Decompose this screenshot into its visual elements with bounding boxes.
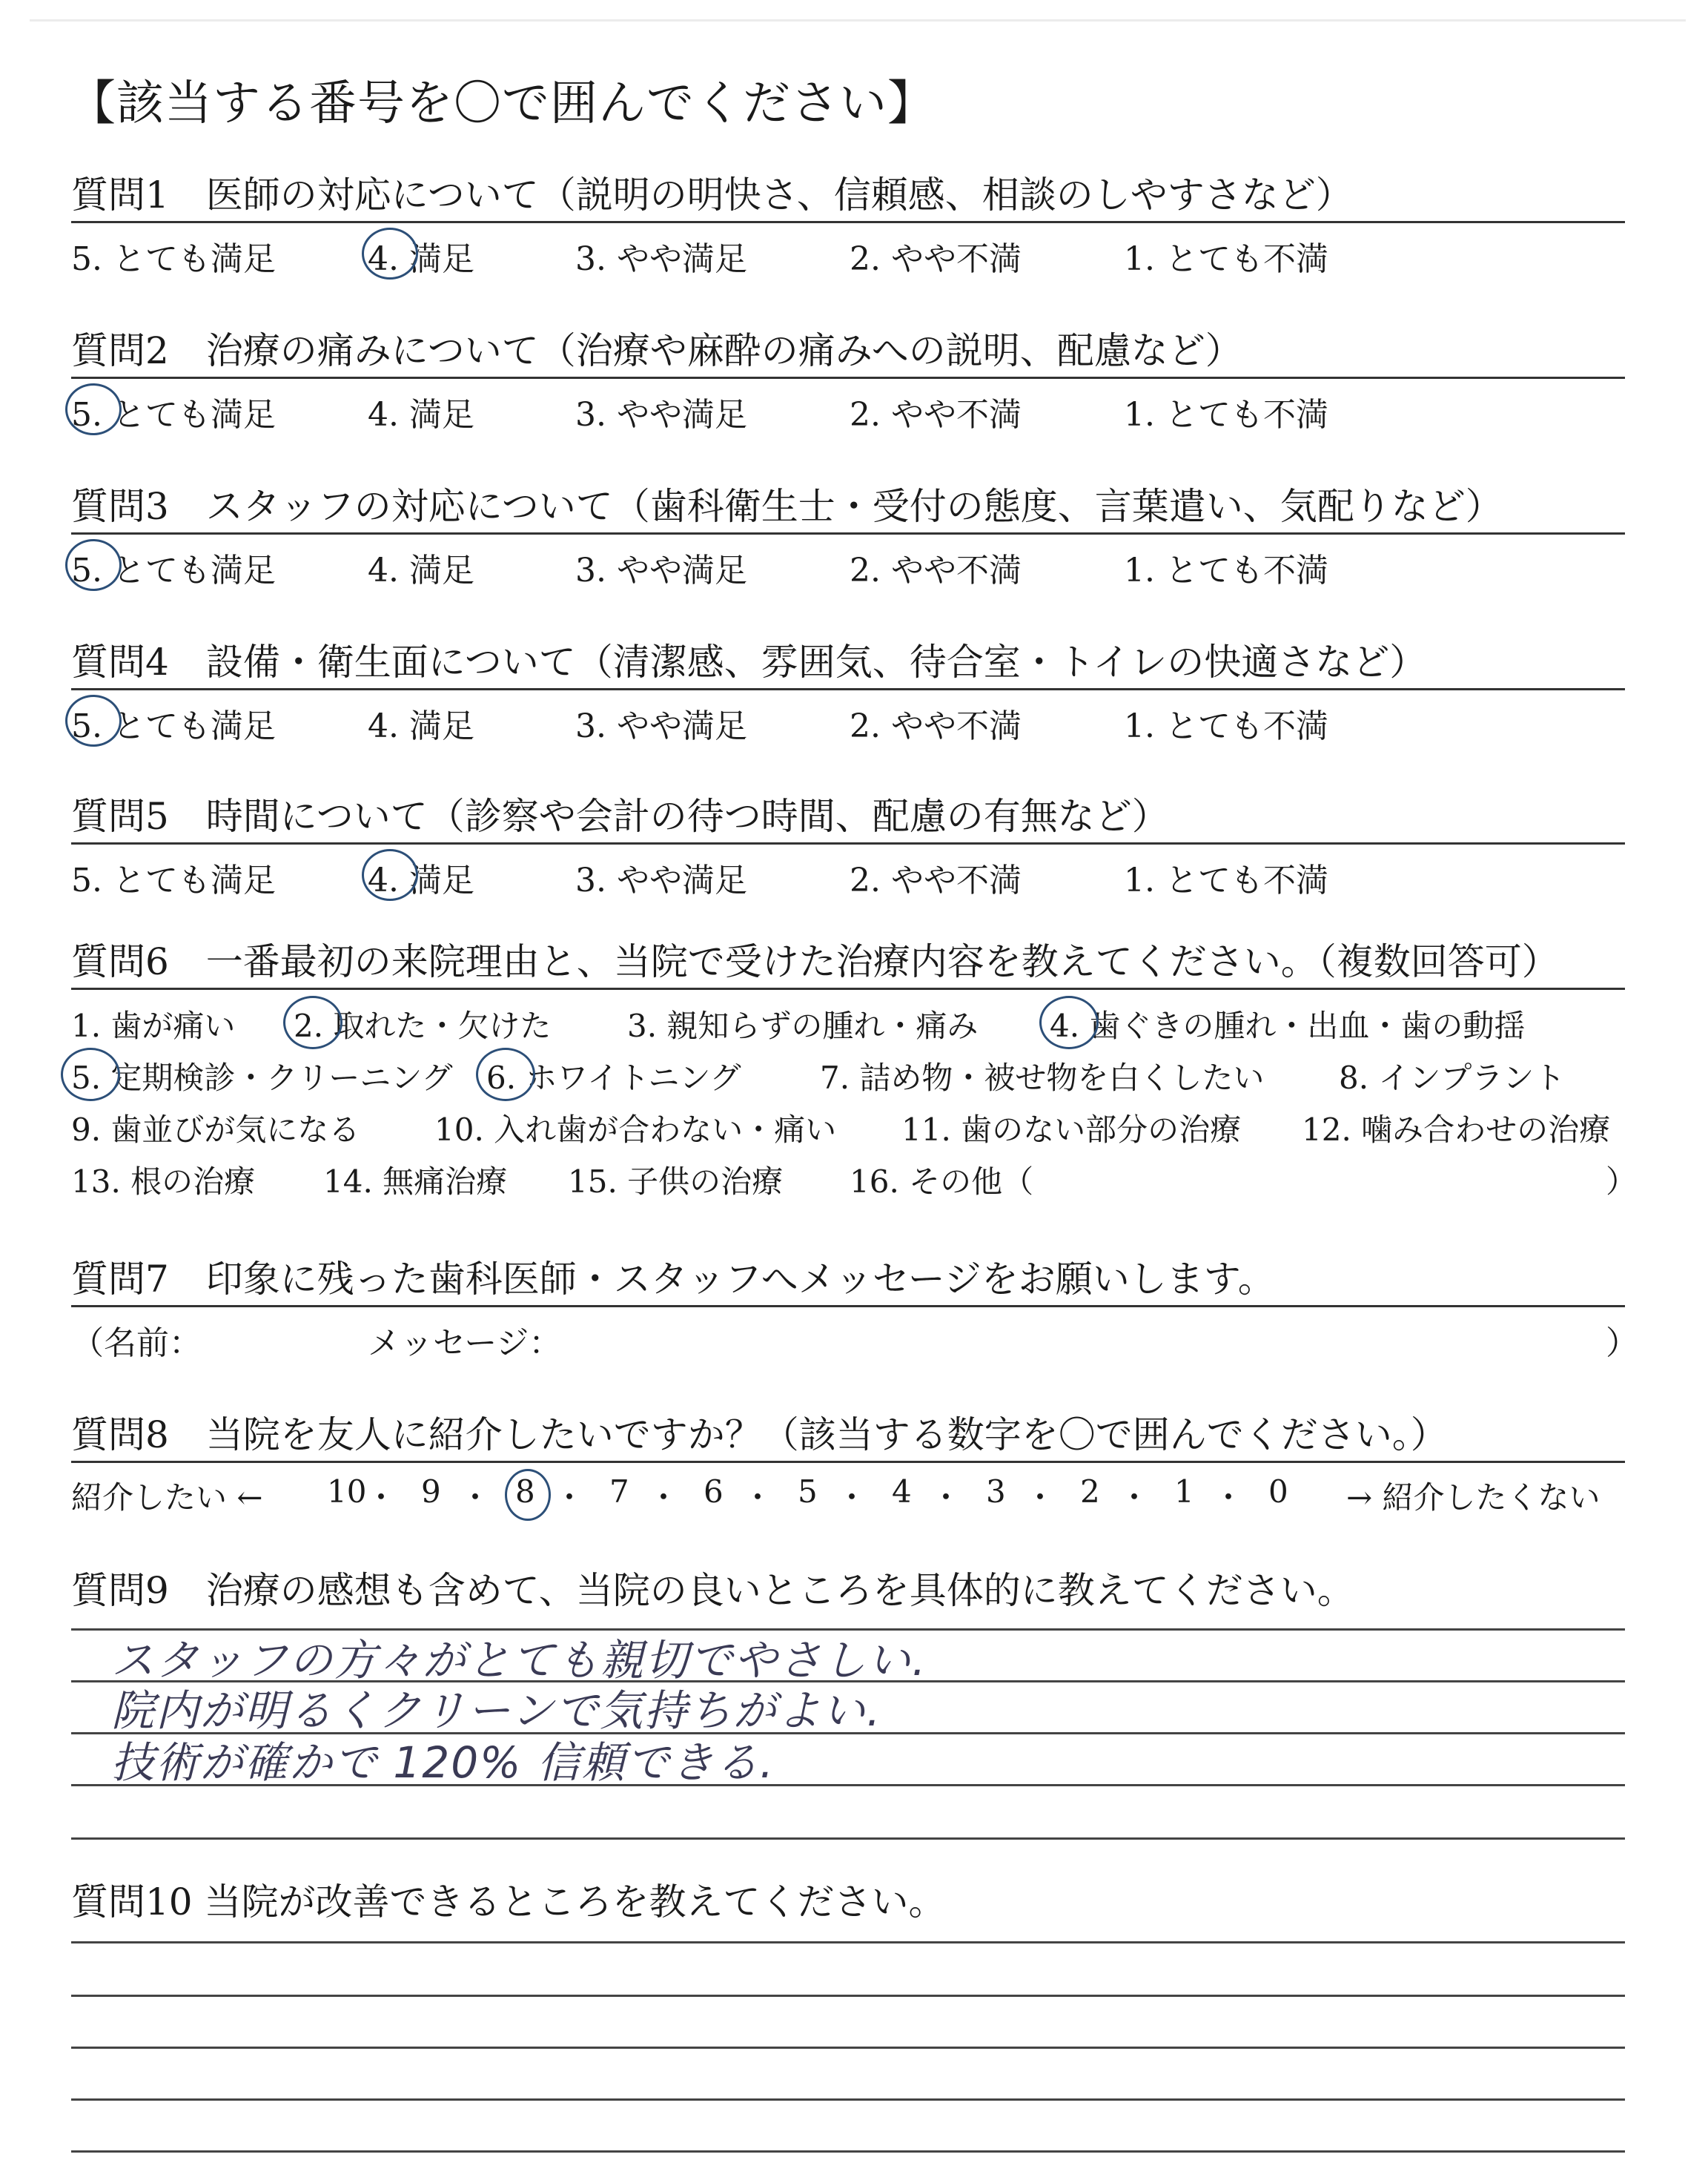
rating-option[interactable]: 3. やや満足 <box>575 707 747 745</box>
scale-number[interactable]: 7 <box>609 1473 629 1510</box>
rating-option[interactable]: 4. 満足 <box>368 240 474 278</box>
scale-number[interactable]: 0 <box>1268 1473 1288 1510</box>
rating-options <box>71 223 1628 280</box>
message-field-label[interactable]: メッセージ： <box>368 1324 562 1362</box>
recommend-scale <box>71 1463 1628 1522</box>
reason-option[interactable]: 3. 親知らずの腫れ・痛み <box>627 1008 979 1044</box>
question-8 <box>71 1409 1628 1522</box>
scale-number[interactable]: 1 <box>1174 1473 1194 1510</box>
rating-option[interactable]: 2. やや不満 <box>850 707 1022 745</box>
scale-separator: ・ <box>460 1479 491 1516</box>
rating-options <box>71 379 1628 435</box>
scale-number[interactable]: 10 <box>327 1473 367 1510</box>
answer-line <box>71 1995 1625 1997</box>
scale-number[interactable]: 8 <box>515 1473 535 1510</box>
question-6 <box>71 936 1638 1203</box>
rating-option[interactable]: 2. やや不満 <box>850 862 1022 899</box>
rating-option[interactable]: 1. とても不満 <box>1124 862 1328 899</box>
option-row <box>71 1048 1628 1100</box>
answer-line <box>71 1941 1625 1943</box>
answer-line <box>71 2150 1625 2153</box>
rating-option[interactable]: 1. とても不満 <box>1124 707 1328 745</box>
question-3 <box>71 480 1628 591</box>
rating-option[interactable]: 4. 満足 <box>368 862 474 899</box>
question-2-label: 質問2 治療の痛みについて（治療や麻酔の痛みへの説明、配慮など） <box>71 329 1242 372</box>
rating-options <box>71 535 1628 591</box>
scale-separator: ・ <box>836 1479 868 1516</box>
close-paren: ） <box>1606 1163 1638 1200</box>
question-rule <box>71 988 1625 990</box>
scale-number[interactable]: 2 <box>1080 1473 1100 1510</box>
reason-option[interactable]: 1. 歯が痛い <box>71 1008 236 1044</box>
scale-separator: ・ <box>1119 1479 1151 1516</box>
scale-separator: ・ <box>648 1479 680 1516</box>
answer-line <box>71 2047 1625 2049</box>
rating-option[interactable]: 4. 満足 <box>368 707 474 745</box>
scale-right-label: → 紹介したくない <box>1346 1479 1601 1516</box>
handwritten-answer-1: スタッフの方々がとても親切でやさしい. <box>111 1635 927 1685</box>
scale-separator: ・ <box>554 1479 586 1516</box>
answer-line <box>71 1837 1625 1840</box>
question-9 <box>71 1565 1628 1616</box>
reason-option[interactable]: 7. 詰め物・被せ物を白くしたい <box>820 1060 1265 1096</box>
question-8-label: 質問8 当院を友人に紹介したいですか？（該当する数字を〇で囲んでください。） <box>71 1413 1448 1456</box>
rating-option[interactable]: 1. とても不満 <box>1124 240 1328 278</box>
question-4 <box>71 636 1628 747</box>
scale-number[interactable]: 4 <box>892 1473 912 1510</box>
close-paren: ） <box>1606 1324 1638 1362</box>
reason-option[interactable]: 4. 歯ぐきの腫れ・出血・歯の動揺 <box>1050 1008 1526 1044</box>
rating-option[interactable]: 5. とても満足 <box>71 862 276 899</box>
reason-option[interactable]: 6. ホワイトニング <box>486 1060 741 1096</box>
reason-option[interactable]: 9. 歯並びが気になる <box>71 1112 360 1148</box>
scale-number[interactable]: 9 <box>421 1473 441 1510</box>
rating-option[interactable]: 2. やや不満 <box>850 396 1022 434</box>
rating-option[interactable]: 1. とても不満 <box>1124 552 1328 589</box>
reason-option[interactable]: 15. 子供の治療 <box>568 1163 784 1200</box>
question-7 <box>71 1253 1638 1364</box>
reason-option[interactable]: 8. インプラント <box>1339 1060 1566 1096</box>
reason-option[interactable]: 13. 根の治療 <box>71 1163 256 1200</box>
question-6-label: 質問6 一番最初の来院理由と、当院で受けた治療内容を教えてください。（複数回答可） <box>71 940 1559 983</box>
reason-option[interactable]: 5. 定期検診・クリーニング <box>71 1060 453 1096</box>
reason-option[interactable]: 11. 歯のない部分の治療 <box>901 1112 1242 1148</box>
scale-separator: ・ <box>930 1479 962 1516</box>
rating-option[interactable]: 5. とても満足 <box>71 707 276 745</box>
question-9-label: 質問9 治療の感想も含めて、当院の良いところを具体的に教えてください。 <box>71 1569 1354 1612</box>
question-7-fields <box>71 1307 1638 1364</box>
scale-separator: ・ <box>365 1479 397 1516</box>
rating-options <box>71 845 1628 901</box>
scale-number[interactable]: 3 <box>986 1473 1006 1510</box>
option-row <box>71 1100 1628 1152</box>
rating-option[interactable]: 3. やや満足 <box>575 552 747 589</box>
rating-option[interactable]: 1. とても不満 <box>1124 396 1328 434</box>
question-4-label: 質問4 設備・衛生面について（清潔感、雰囲気、待合室・トイレの快適さなど） <box>71 641 1427 684</box>
rating-options <box>71 690 1628 747</box>
handwritten-answer-3: 技術が確かで 120% 信頼できる. <box>111 1737 775 1788</box>
reason-option[interactable]: 12. 噛み合わせの治療 <box>1302 1112 1611 1148</box>
question-1 <box>71 169 1628 280</box>
scale-number[interactable]: 6 <box>704 1473 724 1510</box>
question-5-label: 質問5 時間について（診察や会計の待つ時間、配慮の有無など） <box>71 795 1169 838</box>
rating-option[interactable]: 5. とても満足 <box>71 240 276 278</box>
scale-left-label: 紹介したい ← <box>71 1479 263 1516</box>
option-row <box>71 1152 1638 1203</box>
rating-option[interactable]: 5. とても満足 <box>71 396 276 434</box>
handwritten-answer-2: 院内が明るくクリーンで気持ちがよい. <box>111 1685 882 1736</box>
question-6-options <box>71 996 1638 1203</box>
question-5 <box>71 790 1628 901</box>
reason-option[interactable]: 2. 取れた・欠けた <box>294 1008 552 1044</box>
scale-number[interactable]: 5 <box>798 1473 818 1510</box>
question-3-label: 質問3 スタッフの対応について（歯科衛生士・受付の態度、言葉遣い、気配りなど） <box>71 485 1503 528</box>
top-edge <box>30 19 1686 22</box>
scale-separator: ・ <box>742 1479 774 1516</box>
question-10-label: 質問10 当院が改善できるところを教えてください。 <box>71 1880 946 1923</box>
reason-option[interactable]: 10. 入れ歯が合わない・痛い <box>434 1112 837 1148</box>
answer-line <box>71 2098 1625 2101</box>
reason-option[interactable]: 16. その他（ <box>850 1163 1034 1200</box>
question-10 <box>71 1876 1628 1928</box>
rating-option[interactable]: 2. やや不満 <box>850 240 1022 278</box>
rating-option[interactable]: 3. やや満足 <box>575 396 747 434</box>
rating-option[interactable]: 3. やや満足 <box>575 862 747 899</box>
question-2 <box>71 325 1628 435</box>
rating-option[interactable]: 4. 満足 <box>368 396 474 434</box>
rating-option[interactable]: 2. やや不満 <box>850 552 1022 589</box>
question-1-label: 質問1 医師の対応について（説明の明快さ、信頼感、相談のしやすさなど） <box>71 174 1353 217</box>
form-title: 【該当する番号を〇で囲んでください】 <box>68 76 936 131</box>
question-7-label: 質問7 印象に残った歯科医師・スタッフへメッセージをお願いします。 <box>71 1258 1275 1301</box>
option-row <box>71 996 1628 1048</box>
rating-option[interactable]: 3. やや満足 <box>575 240 747 278</box>
rating-option[interactable]: 4. 満足 <box>368 552 474 589</box>
reason-option[interactable]: 14. 無痛治療 <box>323 1163 508 1200</box>
rating-option[interactable]: 5. とても満足 <box>71 552 276 589</box>
scale-separator: ・ <box>1025 1479 1056 1516</box>
name-field-label[interactable]: （名前： <box>71 1324 202 1362</box>
scale-separator: ・ <box>1213 1479 1245 1516</box>
